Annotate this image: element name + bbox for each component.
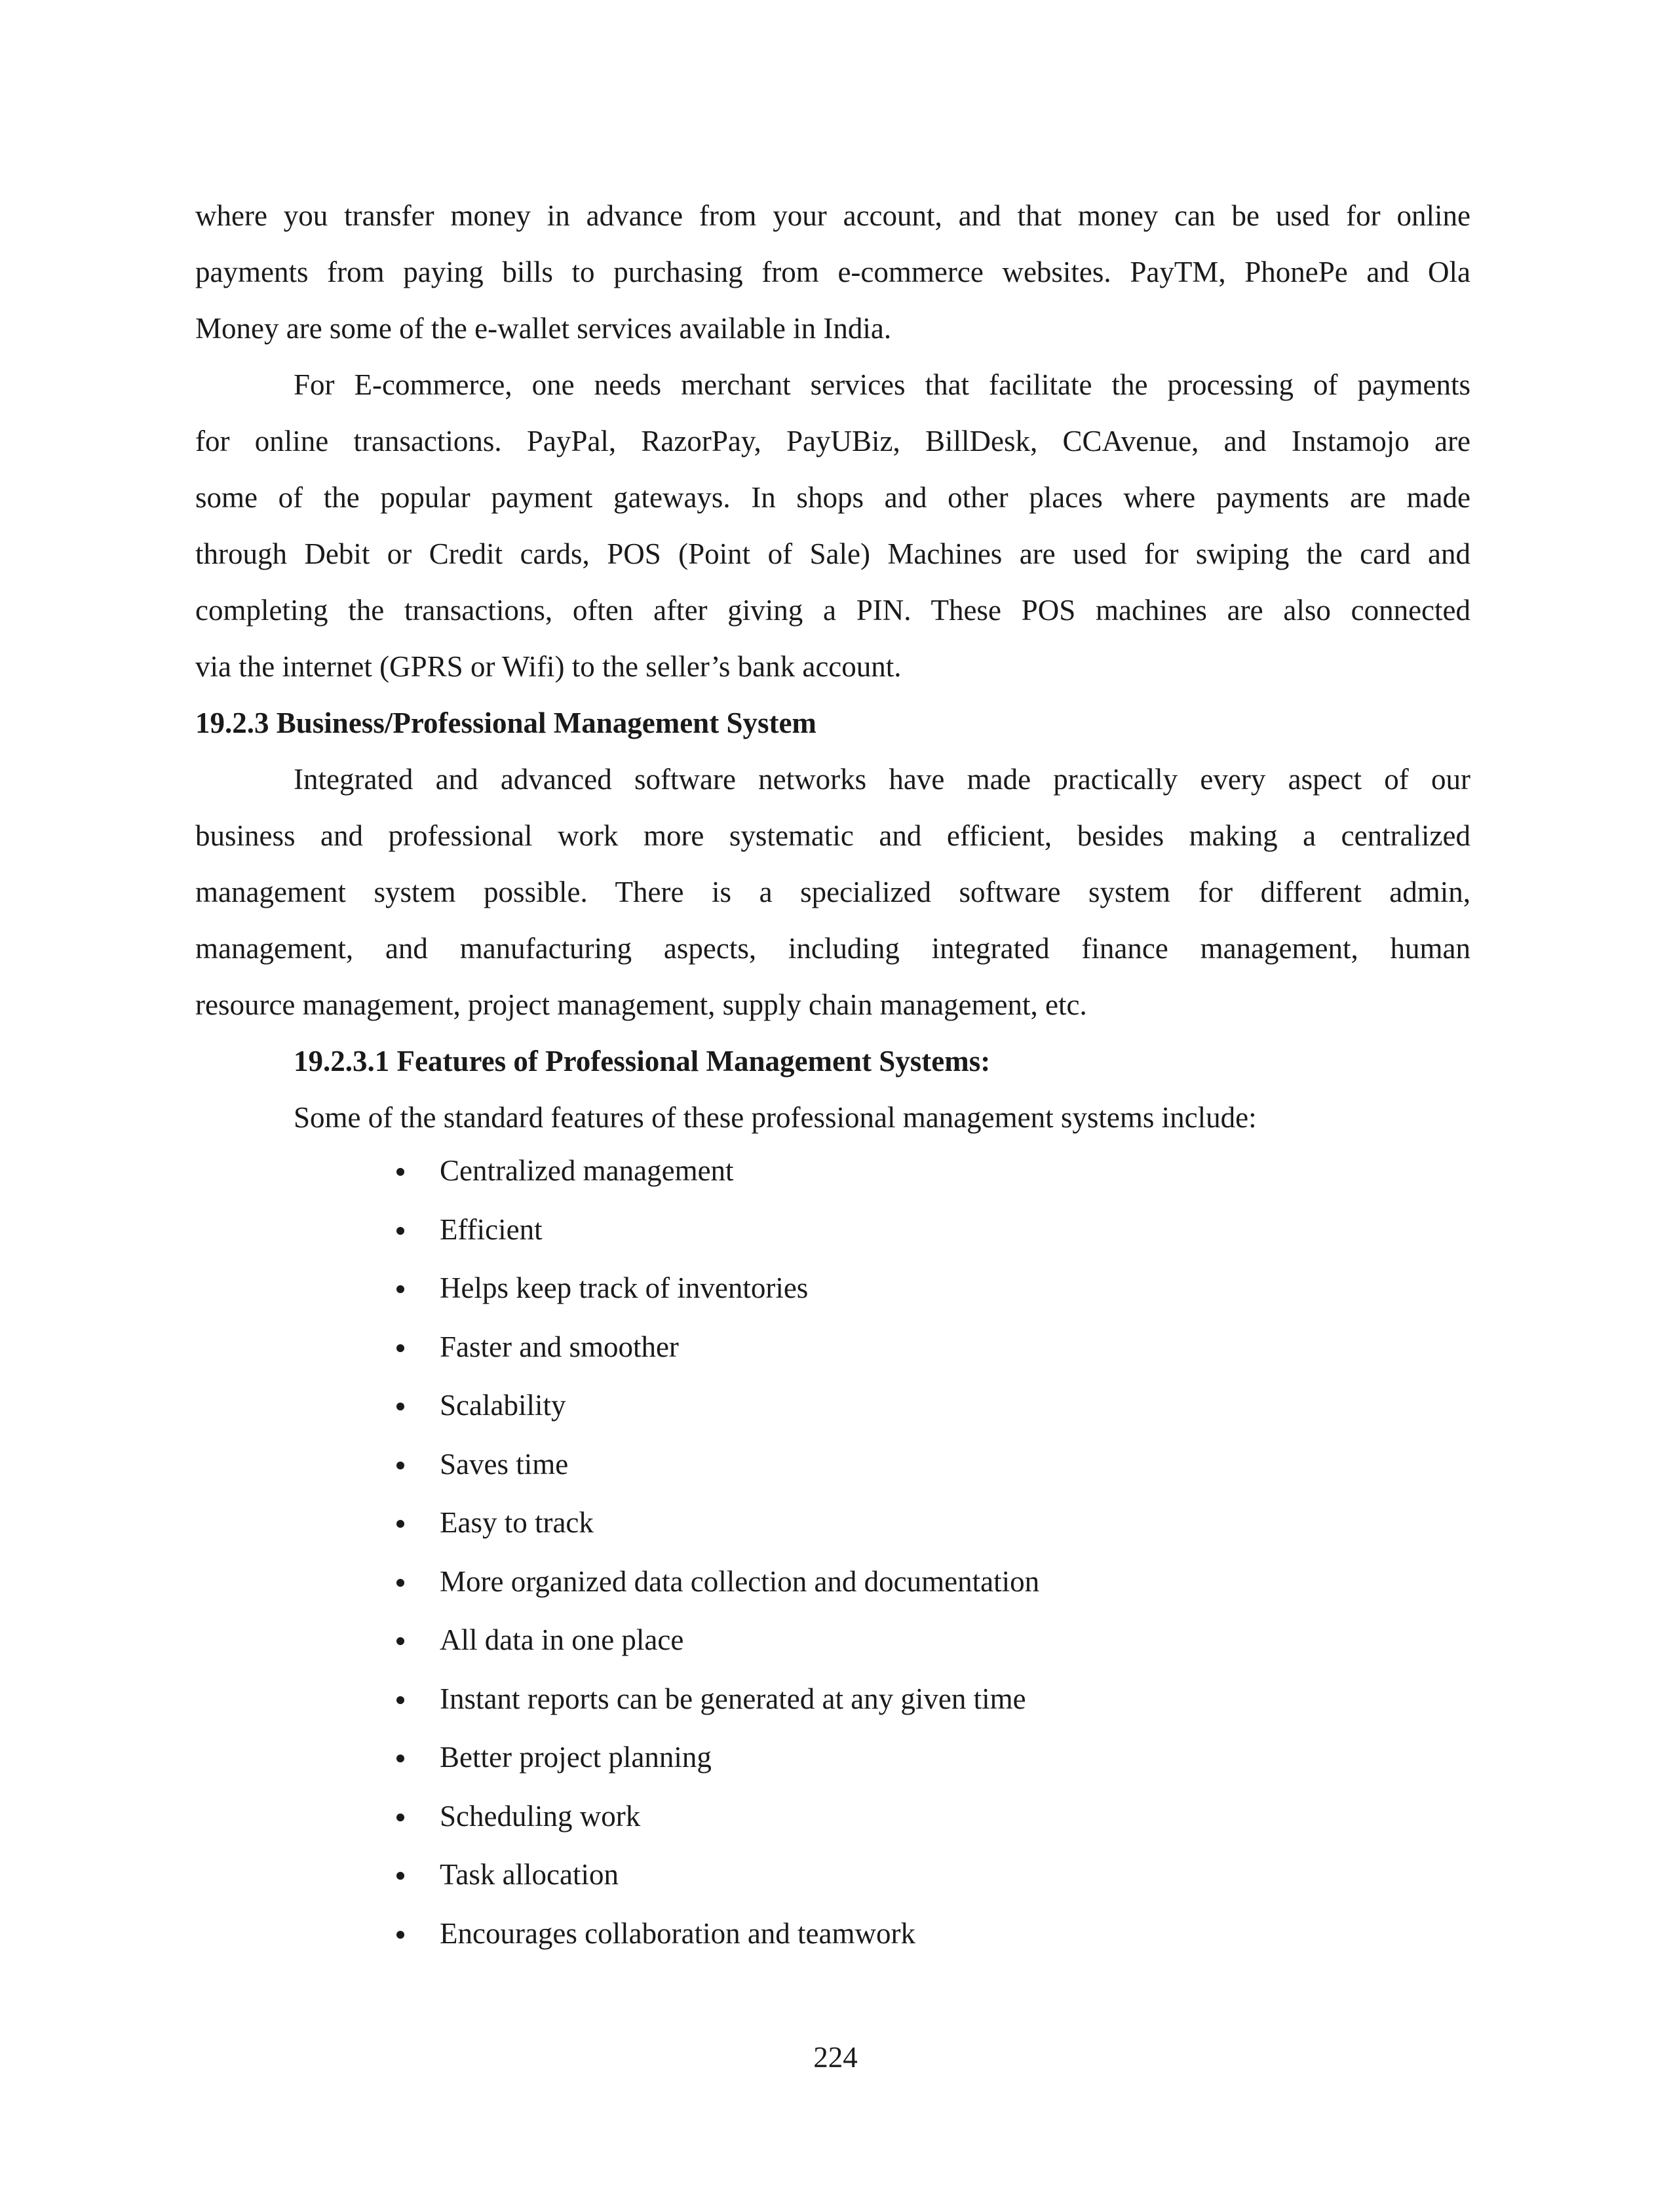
bullet-icon — [396, 1872, 404, 1880]
bullet-icon — [396, 1168, 404, 1176]
page-number: 224 — [813, 2041, 858, 2074]
list-item — [195, 1553, 1470, 1612]
paragraph-1-line: Money are some of the e-wallet services available in India. — [195, 312, 892, 345]
list-item-text: Scalability — [440, 1389, 566, 1422]
list-item-text: Encourages collaboration and teamwork — [440, 1916, 915, 1950]
list-item-text: Better project planning — [440, 1741, 712, 1774]
list-item-text: Faster and smoother — [440, 1330, 679, 1363]
bullet-icon — [396, 1755, 404, 1762]
body-text — [195, 187, 1470, 1146]
paragraph-2-line: For E-commerce, one needs merchant services that facilitate the processing of payments — [294, 368, 1470, 401]
list-item — [195, 1787, 1470, 1846]
list-item — [195, 1494, 1470, 1553]
bullet-icon — [396, 1403, 404, 1410]
paragraph-2-line: for online transactions. PayPal, RazorPay, PayUBiz, BillDesk, CCAvenue, and Instamojo are — [195, 425, 1470, 457]
features-list — [195, 1142, 1470, 1963]
list-item-text: Task allocation — [440, 1858, 619, 1891]
bullet-icon — [396, 1462, 404, 1469]
bullet-icon — [396, 1637, 404, 1645]
paragraph-2-line: through Debit or Credit cards, POS (Point of Sale) Machines are used for swiping the card and — [195, 537, 1470, 570]
bullet-icon — [396, 1285, 404, 1293]
paragraph-3-line: business and professional work more systematic and efficient, besides making a centralized — [195, 819, 1470, 852]
list-item-text: All data in one place — [440, 1623, 684, 1656]
bullet-icon — [396, 1520, 404, 1528]
list-item-text: Instant reports can be generated at any given time — [440, 1682, 1026, 1715]
bullet-icon — [396, 1227, 404, 1235]
list-item-text: Efficient — [440, 1213, 543, 1246]
paragraph-1-line: payments from paying bills to purchasing from e-commerce websites. PayTM, PhonePe and Ola — [195, 256, 1470, 288]
list-item — [195, 1201, 1470, 1260]
list-item — [195, 1318, 1470, 1377]
paragraph-3-line: Integrated and advanced software networks have made practically every aspect of our — [294, 763, 1470, 796]
paragraph-1-line: where you transfer money in advance from your account, and that money can be used for online — [195, 199, 1470, 232]
paragraph-2-line: some of the popular payment gateways. In shops and other places where payments are made — [195, 481, 1470, 514]
paragraph-2-line: via the internet (GPRS or Wifi) to the seller’s bank account. — [195, 650, 902, 683]
list-item — [195, 1376, 1470, 1435]
list-item-text: Easy to track — [440, 1506, 594, 1539]
list-item-text: Centralized management — [440, 1154, 734, 1187]
features-intro: Some of the standard features of these professional management systems include: — [294, 1101, 1257, 1134]
list-item-text: Helps keep track of inventories — [440, 1271, 809, 1304]
section-heading: 19.2.3 Business/Professional Management System — [195, 707, 816, 739]
paragraph-2-line: completing the transactions, often after giving a PIN. These POS machines are also connected — [195, 594, 1470, 627]
list-item-text: Scheduling work — [440, 1799, 641, 1833]
paragraph-3-line: management, and manufacturing aspects, including integrated finance management, human — [195, 932, 1470, 965]
bullet-icon — [396, 1814, 404, 1821]
bullet-icon — [396, 1696, 404, 1704]
paragraph-3-line: resource management, project management, supply chain management, etc. — [195, 988, 1087, 1021]
list-item — [195, 1611, 1470, 1670]
paragraph-3-line: management system possible. There is a specialized software system for different admin, — [195, 876, 1470, 908]
list-item-text: More organized data collection and documentation — [440, 1564, 1040, 1598]
list-item — [195, 1846, 1470, 1905]
bullet-icon — [396, 1931, 404, 1939]
list-item — [195, 1259, 1470, 1318]
list-item-text: Saves time — [440, 1447, 569, 1481]
subsection-heading: 19.2.3.1 Features of Professional Management Systems: — [294, 1045, 991, 1077]
bullet-icon — [396, 1579, 404, 1587]
bullet-icon — [396, 1344, 404, 1352]
list-item — [195, 1142, 1470, 1201]
list-item — [195, 1670, 1470, 1729]
list-item — [195, 1728, 1470, 1787]
list-item — [195, 1435, 1470, 1494]
list-item — [195, 1905, 1470, 1964]
